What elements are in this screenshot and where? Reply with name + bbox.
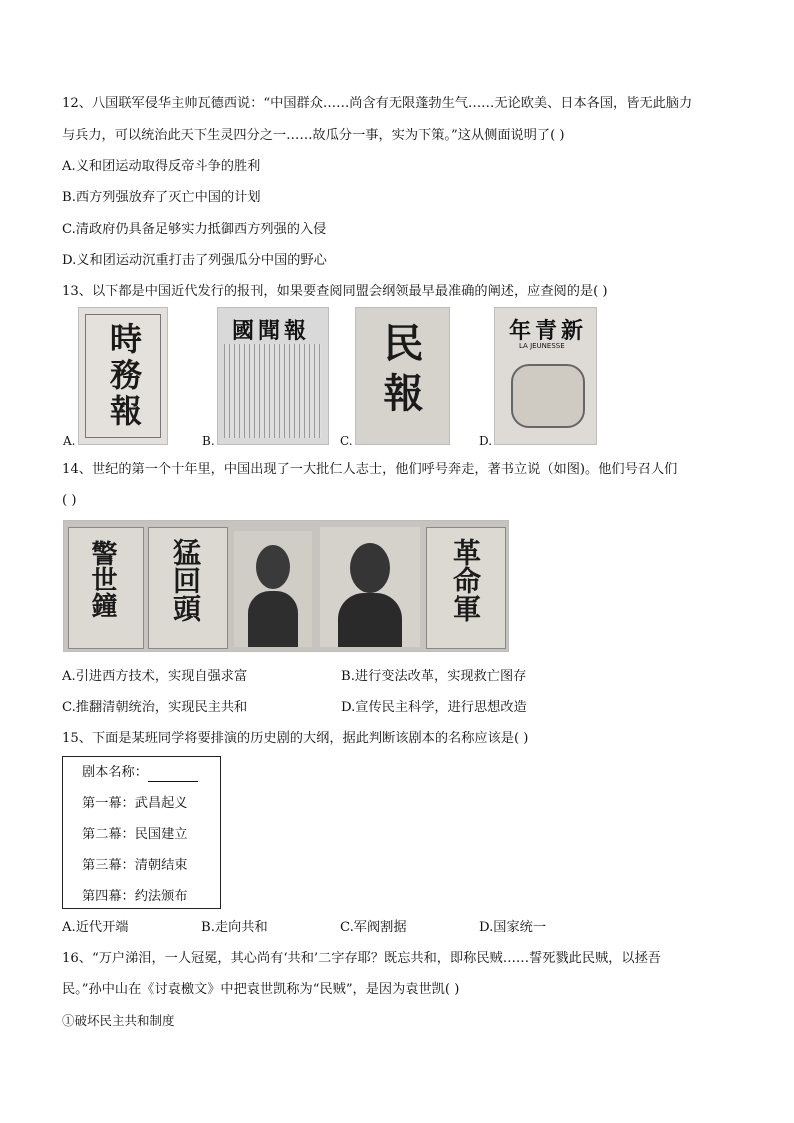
q12-option-d[interactable]: D.义和团运动沉重打击了列强瓜分中国的野心 — [62, 253, 327, 268]
minbao-image — [355, 307, 450, 445]
q12-stem-line2: 与兵力，可以统治此天下生灵四分之一……故瓜分一事，实为下策。”这从侧面说明了( ) — [62, 128, 565, 143]
gemingjun-title: 革命軍 — [449, 538, 482, 622]
q14-stem-line1: 14、世纪的第一个十年里，中国出现了一大批仁人志士，他们呼号奔走，著书立说（如图)。他们号召人们 — [62, 462, 678, 477]
xinqingnian-image — [494, 307, 597, 445]
q14-option-c[interactable]: C.推翻清朝统治，实现民主共和 — [62, 700, 248, 715]
q13-label-a[interactable]: A. — [63, 434, 76, 448]
portrait-zou-rong — [320, 527, 420, 647]
q15-option-c[interactable]: C.军阀割据 — [340, 920, 407, 935]
q14-option-b[interactable]: B.进行变法改革，实现救亡图存 — [341, 669, 527, 684]
q15-option-b[interactable]: B.走向共和 — [201, 920, 268, 935]
script-title-blank — [148, 767, 198, 782]
minbao-title: 民報 — [377, 322, 424, 422]
q14-option-d[interactable]: D.宣传民主科学，进行思想改造 — [341, 700, 527, 715]
q15-option-d[interactable]: D.国家统一 — [479, 920, 547, 935]
script-act-2: 第二幕：民国建立 — [82, 827, 188, 842]
q13-label-b[interactable]: B. — [202, 434, 215, 448]
q12-stem-line1: 12、八国联军侵华主帅瓦德西说：“中国群众……尚含有无限蓬勃生气……无论欧美、日本各国，皆无此脑力 — [62, 96, 693, 111]
shiwubao-image — [78, 307, 168, 445]
xinqingnian-subtitle: LA JEUNESSE — [519, 342, 565, 350]
script-act-4: 第四幕：约法颁布 — [82, 889, 188, 904]
q16-item-1[interactable]: ①破坏民主共和制度 — [62, 1013, 175, 1028]
q13-stem: 13、以下都是中国近代发行的报刊，如果要查阅同盟会纲领最早最准确的阐述，应查阅的是( ) — [62, 284, 608, 299]
jingshizhong-title: 警世鐘 — [87, 540, 117, 618]
q14-option-a[interactable]: A.引进西方技术，实现自强求富 — [62, 669, 248, 684]
xinqingnian-title: 年青新 — [509, 318, 588, 344]
q15-option-a[interactable]: A.近代开端 — [62, 920, 129, 935]
q12-option-c[interactable]: C.清政府仍具备足够实力抵御西方列强的入侵 — [62, 222, 327, 237]
script-act-1: 第一幕：武昌起义 — [82, 796, 188, 811]
q15-stem: 15、下面是某班同学将要排演的历史剧的大纲，据此判断该剧本的名称应该是( ) — [62, 731, 529, 746]
q13-label-c[interactable]: C. — [340, 434, 353, 448]
script-outline-box — [62, 756, 221, 909]
shiwubao-title: 時務報 — [105, 322, 143, 430]
q12-option-a[interactable]: A.义和团运动取得反帝斗争的胜利 — [62, 159, 261, 174]
script-act-3: 第三幕：清朝结束 — [82, 858, 188, 873]
q16-stem-line2: 民。”孙中山在《讨袁檄文》中把袁世凯称为“民贼”，是因为袁世凯( ) — [62, 982, 460, 997]
guowenbao-title: 國聞報 — [232, 318, 311, 344]
guowenbao-image — [217, 307, 329, 445]
q16-stem-line1: 16、“万户涕泪，一人冠冕，其心尚有‘共和’二字存耶？既忘共和，即称民贼……誓死戮此民贼，以拯吾 — [62, 951, 661, 966]
menghuitou-title: 猛回頭 — [169, 538, 202, 622]
q14-stem-line2: ( ) — [62, 493, 77, 508]
revolutionary-books-image — [63, 520, 509, 652]
q12-option-b[interactable]: B.西方列强放弃了灭亡中国的计划 — [62, 190, 261, 205]
q13-label-d[interactable]: D. — [479, 434, 493, 448]
portrait-chen-tianhua — [234, 531, 312, 647]
script-title-label: 剧本名称： — [82, 765, 148, 780]
